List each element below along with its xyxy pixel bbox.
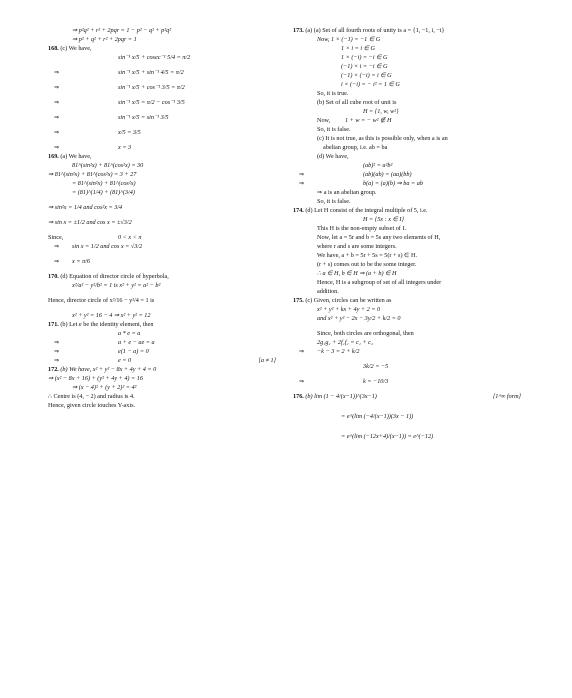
equation: 2g₁g₂ + 2f₁f₂ = c₁ + c₂ <box>317 339 374 346</box>
equation: a * e = a <box>118 330 141 337</box>
eq-line <box>48 70 280 85</box>
eq-line <box>48 349 280 358</box>
text-line <box>293 100 525 109</box>
equation: sin⁻¹ x/5 = π/2 − cos⁻¹ 3/5 <box>118 99 185 106</box>
question-text: (b) Let e be the identity element, then <box>60 321 154 328</box>
equation: ∴ a ∈ H, b ∈ H ⇒ (a + b) ∈ H <box>317 270 397 277</box>
implies-icon: ⇒ <box>54 258 60 265</box>
implies-icon: ⇒ <box>54 129 60 136</box>
equation: ⇒ sin²x = 1/4 and cos²x = 3/4 <box>48 204 123 211</box>
question-text: (c) We have, <box>60 45 92 52</box>
eq-line <box>293 349 525 364</box>
equation: sin⁻¹ x/5 + cos⁻¹ 3/5 = π/2 <box>118 84 185 91</box>
question-text: (d) Equation of director circle of hyperbola, <box>60 273 169 280</box>
equation: sin x = 1/2 and cos x = √3/2 <box>72 243 143 250</box>
eq-line <box>293 379 525 394</box>
text-line: Since, both circles are orthogonal, then <box>317 330 414 337</box>
eq-line <box>48 298 280 313</box>
equation: x = π/6 <box>72 258 90 265</box>
text-line: Hence, given circle touches Y-axis. <box>48 402 136 409</box>
equation: 1 × i = i ∈ G <box>341 45 376 52</box>
eq-line <box>48 130 280 145</box>
condition-tag: [a ≠ 1] <box>258 357 276 364</box>
equation: b(a) = (a)(b) ⇒ ba = ab <box>363 180 423 187</box>
equation: ⇒ (x − 4)² + (y + 2)² = 4² <box>72 384 137 391</box>
equation: a + e − ae = a <box>118 339 155 346</box>
equation: i × (−i) = − i² = 1 ∈ G <box>341 81 400 88</box>
equation: sin⁻¹ x/5 + cosec⁻¹ 5/4 = π/2 <box>118 54 191 61</box>
equation: 1 × (−i) = −i ∈ G <box>341 54 388 61</box>
implies-icon: ⇒ <box>54 114 60 121</box>
eq-line <box>293 73 525 82</box>
equation: ⇒ sin x = ±1/2 and cos x = ±√3/2 <box>48 219 132 226</box>
text-line: ⇒ a is an abelian group. <box>317 189 377 196</box>
equation: and x² + y² − 2x − 3y/2 + k/2 = 0 <box>317 315 401 322</box>
implies-icon: ⇒ <box>54 84 60 91</box>
eq-line <box>48 331 280 340</box>
equation: = (81)^(1/4) + (81)^(3/4) <box>72 189 135 196</box>
eq-line <box>48 190 280 205</box>
equation: (−1) × (−i) = i ∈ G <box>341 72 392 79</box>
question-number: 170. <box>48 273 59 280</box>
equation: = 81^(sin²x) + 81^(cos²x) <box>72 180 136 187</box>
question-171 <box>48 322 280 331</box>
equation: ⇒ p²q² + r² + 2pqr = 1 − p² − q² + p²q² <box>72 27 172 34</box>
implies-icon: ⇒ <box>299 180 305 187</box>
eq-line <box>48 340 280 349</box>
equation: x²/a² − y²/b² = 1 is x² + y² = a² − b² <box>72 282 161 289</box>
label: Since, <box>48 234 64 241</box>
text-line: where r and s are some integers. <box>317 243 397 250</box>
equation: H = {5x : x ∈ I} <box>363 216 404 223</box>
eq-line <box>293 37 525 46</box>
text-line: Hence, H is a subgroup of set of all integers under <box>317 279 442 286</box>
equation: ⇒ p² + q² + r² + 2pqr = 1 <box>72 36 137 43</box>
question-number: 174. <box>293 207 304 214</box>
eq-line <box>48 115 280 130</box>
eq-line <box>293 364 525 379</box>
equation: 1 + w = − w² ∉ H <box>345 117 392 124</box>
equation: ⇒ 81^(sin²x) + 81^(cos²x) = 3 + 27 <box>48 171 137 178</box>
equation: 0 < x < π <box>118 234 142 241</box>
question-174 <box>293 208 525 217</box>
left-column <box>48 28 280 412</box>
equation: x² + y² = 16 − 4 ⇒ x² + y² = 12 <box>72 312 151 319</box>
right-column <box>293 28 525 454</box>
text-line: This H is the non-empty subset of I. <box>317 225 407 232</box>
implies-icon: ⇒ <box>299 348 305 355</box>
question-number: 176. <box>293 393 304 400</box>
eq-line <box>48 85 280 100</box>
eq-line <box>293 316 525 331</box>
eq-line <box>48 244 280 259</box>
implies-icon: ⇒ <box>54 69 60 76</box>
equation: = e^(lim (−12x+4)/(x−1)) = e^(−12) <box>341 433 434 440</box>
text-line: (d) We have, <box>317 153 349 160</box>
question-number: 171. <box>48 321 59 328</box>
equation: = e^(lim (−4/(x−1))(3x − 1)) <box>341 413 414 420</box>
eq-line <box>48 259 280 274</box>
question-text: (d) Let H consist of the integral multiple of 5, i.e. <box>305 207 428 214</box>
text-line: (r + s) comes out to be the some integer. <box>317 261 417 268</box>
eq-line <box>293 46 525 55</box>
implies-icon: ⇒ <box>299 378 305 385</box>
text-line: (c) It is not true, as this is possible only, when a is an <box>317 135 448 142</box>
text-line: ∴ Centre is (4, − 2) and radius is 4. <box>48 393 135 400</box>
eq-line <box>293 55 525 64</box>
text-line: (b) Set of all cube root of unit is <box>317 99 397 106</box>
label: Now, <box>317 117 331 124</box>
equation: (ab)(ab) = (aa)(bb) <box>363 171 412 178</box>
question-number: 175. <box>293 297 304 304</box>
implies-icon: ⇒ <box>54 99 60 106</box>
text-line: Now, let a = 5r and b = 5s any two elements of H, <box>317 234 441 241</box>
implies-icon: ⇒ <box>54 339 60 346</box>
equation: (−1) × i = −i ∈ G <box>341 63 388 70</box>
implies-icon: ⇒ <box>54 243 60 250</box>
equation: 3k/2 = −5 <box>363 363 389 370</box>
text-line <box>293 154 525 163</box>
implies-icon: ⇒ <box>54 144 60 151</box>
eq-line <box>48 205 280 220</box>
question-text: (a) (a) Set of all fourth roots of unity is a = {1, −1, i, −i} <box>305 27 445 34</box>
implies-icon: ⇒ <box>54 348 60 355</box>
text-line: Hence, director circle of x²/16 − y²/4 = 1 is <box>48 297 155 304</box>
equation: sin⁻¹ x/5 = sin⁻¹ 3/5 <box>118 114 169 121</box>
text-line: So, it is false. <box>317 198 351 205</box>
question-number: 173. <box>293 27 304 34</box>
eq-line <box>48 220 280 235</box>
equation: e(1 − a) = 0 <box>118 348 149 355</box>
question-number: 172. <box>48 366 59 373</box>
equation: −k − 3 = 2 + k/2 <box>317 348 360 355</box>
text-line <box>48 403 280 412</box>
eq-line <box>293 64 525 73</box>
question-number: 168. <box>48 45 59 52</box>
text-line: We have, a + b = 5r + 5s = 5(r + s) ∈ H. <box>317 252 418 259</box>
text-line: abelian group, i.e. ab = ba <box>323 144 388 151</box>
question-text: (b) We have, x² + y² − 8x + 4y + 4 = 0 <box>60 366 157 373</box>
equation: k = −10/3 <box>363 378 389 385</box>
form-tag: [1^∞ form] <box>492 393 521 400</box>
equation: Now, 1 × (−1) = −1 ∈ G <box>317 36 381 43</box>
equation: x² + y² + kx + 4y + 2 = 0 <box>317 306 381 313</box>
text-line: So, it is true. <box>317 90 349 97</box>
text-line: addition. <box>317 288 339 295</box>
equation: e = 0 <box>118 357 132 364</box>
question-text: (c) Given, circles can be written as <box>305 297 392 304</box>
implies-icon: ⇒ <box>54 357 60 364</box>
eq-line <box>293 434 525 454</box>
equation: x/5 = 3/5 <box>118 129 141 136</box>
implies-icon: ⇒ <box>299 171 305 178</box>
equation: x = 3 <box>118 144 132 151</box>
question-text: (b) lim (1 − 4/(x−1))^(3x−1) <box>305 393 377 400</box>
eq-line <box>48 55 280 70</box>
eq-line <box>48 283 280 298</box>
eq-line <box>48 100 280 115</box>
question-text: (a) We have, <box>60 153 92 160</box>
question-176 <box>293 394 525 414</box>
eq-line <box>293 414 525 434</box>
equation: H = {1, w, w²} <box>363 108 399 115</box>
equation: ⇒ (x² − 8x + 16) + (y² + 4y + 4) = 16 <box>48 375 143 382</box>
equation: sin⁻¹ x/5 + sin⁻¹ 4/5 = π/2 <box>118 69 184 76</box>
equation: 81^(sin²x) + 81^(cos²x) = 30 <box>72 162 144 169</box>
text-line: So, it is false. <box>317 126 351 133</box>
question-number: 169. <box>48 153 59 160</box>
equation: (ab)² = a²b² <box>363 162 393 169</box>
